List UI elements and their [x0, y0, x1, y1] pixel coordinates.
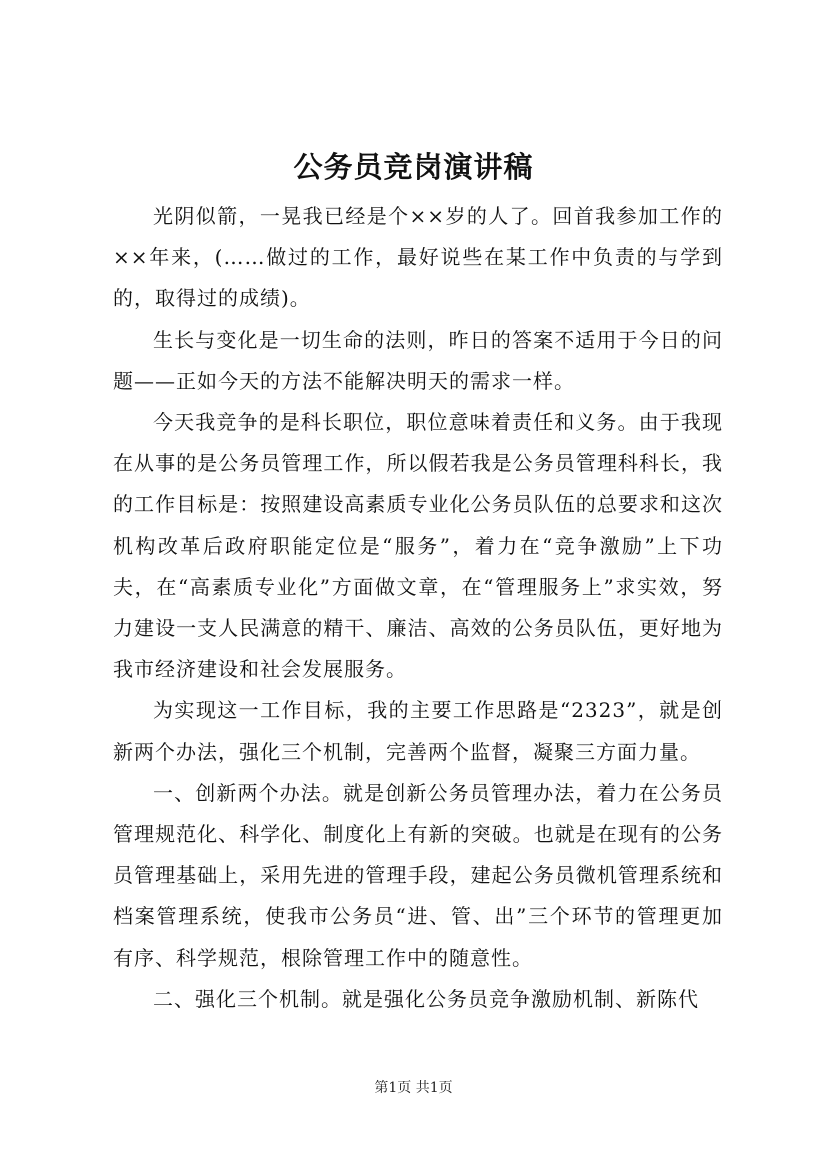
paragraph-2: 生长与变化是一切生命的法则，昨日的答案不适用于今日的问题——正如今天的方法不能解决明天的需求一样。: [113, 327, 723, 393]
page-footer: 第1页 共1页: [374, 1080, 453, 1096]
document-title: 公务员竞岗演讲稿: [293, 150, 534, 184]
document-body: [113, 196, 723, 1020]
paragraph-5: 一、创新两个办法。就是创新公务员管理办法，着力在公务员管理规范化、科学化、制度化上有新的突破。也就是在现有的公务员管理基础上，采用先进的管理手段，建起公务员微机管理系统和档案管理系统，使我市公务员“进、管、出”三个环节的管理更加有序、科学规范，根除管理工作中的随意性。: [113, 780, 723, 970]
paragraph-3: 今天我竞争的是科长职位，职位意味着责任和义务。由于我现在从事的是公务员管理工作，所以假若我是公务员管理科科长，我的工作目标是：按照建设高素质专业化公务员队伍的总要求和这次机构改革后政府职能定位是“服务”，着力在“竞争激励”上下功夫，在“高素质专业化”方面做文章，在“管理服务上”求实效，努力建设一支人民满意的精干、廉洁、高效的公务员队伍，更好地为我市经济建设和社会发展服务。: [113, 410, 723, 682]
paragraph-6: 二、强化三个机制。就是强化公务员竞争激励机制、新陈代: [153, 986, 699, 1011]
paragraph-1: 光阴似箭，一晃我已经是个××岁的人了。回首我参加工作的××年来，(……做过的工作，最好说些在某工作中负责的与学到的，取得过的成绩)。: [113, 204, 723, 311]
paragraph-4: 为实现这一工作目标，我的主要工作思路是“2323”，就是创新两个办法，强化三个机制，完善两个监督，凝聚三方面力量。: [113, 698, 723, 764]
